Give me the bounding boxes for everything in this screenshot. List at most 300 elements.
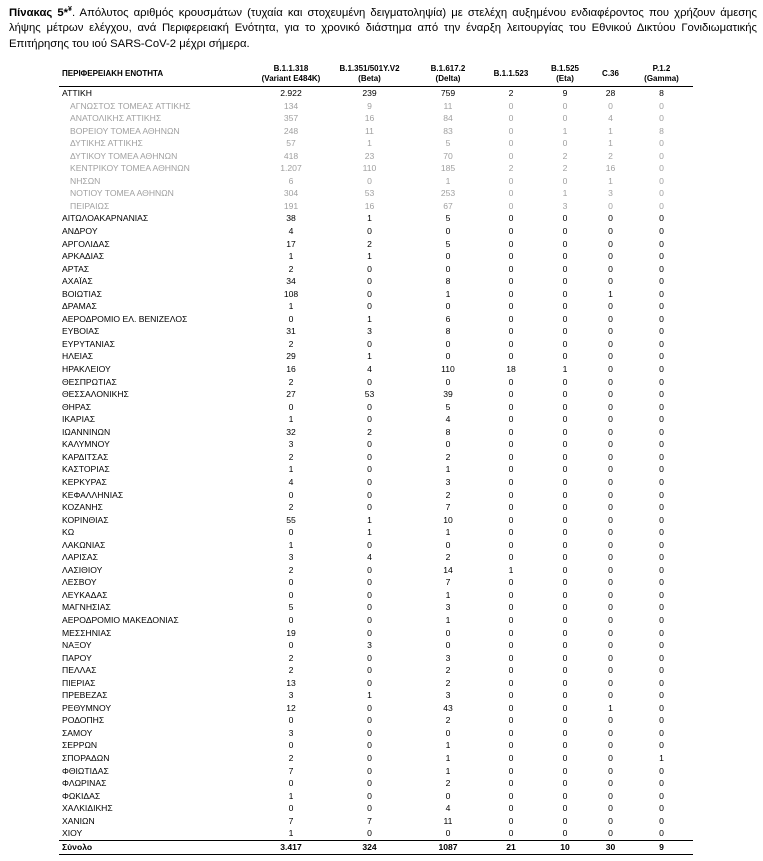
count-cell: 0: [659, 376, 664, 387]
count-cell: 0: [367, 602, 372, 613]
count-cell: 4: [445, 414, 451, 425]
count-cell: 0: [445, 539, 451, 550]
count-cell: 0: [562, 614, 568, 625]
count-cell: 0: [659, 338, 664, 349]
count-cell: 0: [508, 313, 514, 324]
count-cell: 0: [562, 640, 568, 651]
table-row: [59, 338, 693, 351]
table-row: [59, 702, 693, 715]
count-cell: 0: [367, 301, 372, 312]
table-row: [59, 401, 693, 414]
count-cell: 1: [608, 125, 613, 136]
table-row: [59, 627, 693, 640]
column-header-label: B.1.351/501Y.V2: [339, 63, 400, 73]
region-name-cell: ΛΕΥΚΑΔΑΣ: [62, 589, 108, 600]
count-cell: 0: [608, 665, 613, 676]
count-cell: 0: [608, 263, 613, 274]
count-cell: 0: [562, 175, 568, 186]
count-cell: 0: [608, 414, 613, 425]
region-name-cell: ΡΟΔΟΠΗΣ: [62, 715, 105, 726]
count-cell: 0: [659, 213, 664, 224]
count-cell: 0: [445, 640, 451, 651]
caption-mark: ¥: [68, 6, 72, 13]
count-cell: 324: [326, 840, 413, 854]
count-cell: 2: [445, 677, 451, 688]
region-name-cell: ΘΕΣΠΡΩΤΙΑΣ: [62, 376, 117, 387]
count-cell: 34: [286, 276, 296, 287]
count-cell: 17: [286, 238, 296, 249]
count-cell: 3: [445, 602, 451, 613]
count-cell: 16: [364, 200, 375, 211]
table-row: [59, 714, 693, 727]
count-cell: 0: [367, 338, 372, 349]
count-cell: 0: [608, 476, 613, 487]
count-cell: 30: [591, 840, 630, 854]
count-cell: 0: [288, 489, 294, 500]
table-row: [59, 238, 693, 251]
region-name-cell: ΕΥΒΟΙΑΣ: [62, 326, 100, 337]
count-cell: 0: [608, 338, 613, 349]
count-cell: 0: [508, 125, 514, 136]
table-row: [59, 250, 693, 263]
count-cell: 0: [608, 276, 613, 287]
count-cell: 134: [283, 100, 299, 111]
count-cell: 0: [508, 226, 514, 237]
count-cell: 2: [562, 163, 568, 174]
count-cell: 0: [445, 376, 451, 387]
count-cell: 0: [608, 401, 613, 412]
count-cell: 1087: [413, 840, 483, 854]
table-row: [59, 501, 693, 514]
table-row: [59, 426, 693, 439]
header-row: [59, 62, 693, 87]
count-cell: 2: [445, 489, 451, 500]
table-row: [59, 350, 693, 363]
count-cell: 0: [608, 602, 613, 613]
count-cell: 0: [562, 338, 568, 349]
count-cell: 1: [445, 288, 451, 299]
count-cell: 2: [288, 338, 294, 349]
count-cell: 0: [608, 765, 613, 776]
count-cell: 0: [562, 828, 568, 839]
count-cell: 2: [367, 238, 372, 249]
count-cell: 0: [659, 577, 664, 588]
count-cell: 0: [367, 652, 372, 663]
count-cell: 0: [288, 614, 294, 625]
count-cell: 2: [445, 451, 451, 462]
region-name-cell: ΠΡΕΒΕΖΑΣ: [62, 690, 108, 701]
count-cell: 4: [445, 803, 451, 814]
count-cell: 9: [562, 88, 568, 98]
count-cell: 5: [445, 401, 451, 412]
count-cell: 2: [288, 665, 294, 676]
count-cell: 0: [367, 451, 372, 462]
count-cell: 0: [659, 690, 664, 701]
count-cell: 0: [508, 263, 514, 274]
region-name-cell: ΚΕΡΚΥΡΑΣ: [62, 476, 107, 487]
count-cell: 2: [508, 88, 514, 98]
count-cell: 0: [659, 702, 664, 713]
count-cell: 0: [508, 464, 514, 475]
count-cell: 0: [659, 414, 664, 425]
count-cell: 0: [367, 828, 372, 839]
count-cell: 0: [562, 263, 568, 274]
count-cell: 185: [440, 163, 456, 174]
count-cell: 0: [608, 640, 613, 651]
count-cell: 0: [608, 251, 613, 262]
count-cell: 0: [508, 803, 514, 814]
count-cell: 0: [508, 677, 514, 688]
region-name-cell: ΗΡΑΚΛΕΙΟΥ: [62, 364, 111, 375]
table-row: [59, 325, 693, 338]
count-cell: 0: [367, 752, 372, 763]
count-cell: 0: [288, 401, 294, 412]
count-cell: 0: [288, 527, 294, 538]
table-row: [59, 489, 693, 502]
count-cell: 0: [562, 389, 568, 400]
count-cell: 0: [288, 740, 294, 751]
count-cell: 0: [608, 564, 613, 575]
count-cell: 0: [659, 828, 664, 839]
count-cell: 0: [508, 301, 514, 312]
table-row: [59, 413, 693, 426]
column-header-label: P.1.2: [652, 63, 671, 73]
count-cell: 0: [562, 778, 568, 789]
table-body: [59, 87, 693, 855]
count-cell: 0: [562, 577, 568, 588]
count-cell: 29: [286, 351, 296, 362]
count-cell: 0: [367, 288, 372, 299]
count-cell: 0: [288, 589, 294, 600]
region-name-cell: ΚΕΦΑΛΛΗΝΙΑΣ: [62, 489, 124, 500]
count-cell: 0: [659, 464, 664, 475]
region-name-cell: ΚΑΡΔΙΤΣΑΣ: [62, 451, 109, 462]
count-cell: 0: [659, 527, 664, 538]
count-cell: 1: [288, 251, 294, 262]
count-cell: 0: [562, 627, 568, 638]
count-cell: 10: [443, 514, 453, 525]
count-cell: 0: [508, 476, 514, 487]
count-cell: 0: [659, 301, 664, 312]
count-cell: 0: [608, 652, 613, 663]
count-cell: 0: [562, 665, 568, 676]
region-name-cell: ΔΥΤΙΚΟΥ ΤΟΜΕΑ ΑΘΗΝΩΝ: [70, 150, 178, 161]
count-cell: 1: [445, 464, 451, 475]
count-cell: 0: [508, 828, 514, 839]
count-cell: 0: [562, 426, 568, 437]
count-cell: 1: [367, 251, 372, 262]
count-cell: 0: [508, 589, 514, 600]
count-cell: 0: [508, 514, 514, 525]
count-cell: 0: [508, 288, 514, 299]
count-cell: 0: [608, 614, 613, 625]
count-cell: 11: [443, 100, 453, 111]
count-cell: 2: [608, 150, 613, 161]
count-cell: 0: [608, 213, 613, 224]
table-row: [59, 614, 693, 627]
count-cell: 2: [288, 451, 294, 462]
count-cell: 0: [608, 489, 613, 500]
count-cell: 1: [288, 414, 294, 425]
region-name-cell: ΠΕΛΛΑΣ: [62, 665, 97, 676]
count-cell: 0: [508, 539, 514, 550]
count-cell: 0: [659, 476, 664, 487]
count-cell: 39: [443, 389, 453, 400]
region-name-cell: ΔΥΤΙΚΗΣ ΑΤΤΙΚΗΣ: [70, 138, 143, 149]
count-cell: 0: [508, 276, 514, 287]
count-cell: 7: [445, 577, 451, 588]
count-cell: 2: [445, 778, 451, 789]
count-cell: 0: [562, 602, 568, 613]
count-cell: 0: [508, 665, 514, 676]
count-cell: 0: [659, 614, 664, 625]
column-header-sublabel: (Delta): [435, 74, 461, 83]
region-name-cell: ΛΑΡΙΣΑΣ: [62, 552, 98, 563]
count-cell: 0: [659, 765, 664, 776]
count-cell: 0: [562, 552, 568, 563]
count-cell: 0: [445, 263, 451, 274]
count-cell: 0: [562, 301, 568, 312]
count-cell: 7: [367, 815, 372, 826]
region-name-cell: ΧΑΝΙΩΝ: [62, 815, 95, 826]
region-name-cell: ΑΤΤΙΚΗ: [62, 88, 92, 98]
count-cell: 0: [608, 627, 613, 638]
count-cell: 10: [539, 840, 591, 854]
count-cell: 3.417: [256, 840, 326, 854]
table-header: [59, 62, 693, 87]
count-cell: 3: [288, 727, 294, 738]
count-cell: 11: [365, 125, 374, 136]
count-cell: 2: [508, 163, 514, 174]
count-cell: 0: [562, 326, 568, 337]
count-cell: 2: [562, 150, 568, 161]
count-cell: 7: [288, 815, 294, 826]
count-cell: 0: [367, 489, 372, 500]
region-name-cell: ΛΑΣΙΘΙΟΥ: [62, 564, 103, 575]
region-name-cell: ΠΑΡΟΥ: [62, 652, 92, 663]
column-header-label: C.36: [602, 68, 619, 78]
region-name-cell: ΑΓΝΩΣΤΟΣ ΤΟΜΕΑΣ ΑΤΤΙΚΗΣ: [70, 100, 191, 111]
count-cell: 0: [659, 627, 664, 638]
region-name-cell: ΘΗΡΑΣ: [62, 401, 92, 412]
count-cell: 0: [367, 226, 372, 237]
count-cell: 2: [445, 665, 451, 676]
count-cell: 43: [443, 702, 453, 713]
count-cell: 0: [508, 614, 514, 625]
count-cell: 2: [288, 502, 294, 513]
count-cell: 5: [445, 213, 451, 224]
count-cell: 0: [508, 690, 514, 701]
count-cell: 0: [562, 100, 568, 111]
count-cell: 0: [367, 727, 372, 738]
count-cell: 12: [286, 702, 296, 713]
count-cell: 0: [608, 828, 613, 839]
count-cell: 53: [364, 389, 375, 400]
count-cell: 0: [562, 376, 568, 387]
table-row: [59, 87, 693, 100]
count-cell: 0: [608, 715, 613, 726]
count-cell: 0: [562, 740, 568, 751]
count-cell: 16: [364, 113, 375, 124]
count-cell: 0: [562, 476, 568, 487]
table-row: [59, 388, 693, 401]
count-cell: 1: [562, 125, 568, 136]
count-cell: 0: [659, 326, 664, 337]
count-cell: 0: [508, 414, 514, 425]
count-cell: 0: [445, 727, 451, 738]
region-name-cell: ΛΑΚΩΝΙΑΣ: [62, 539, 106, 550]
count-cell: 7: [288, 765, 294, 776]
count-cell: 0: [659, 451, 664, 462]
region-name-cell: ΒΟΡΕΙΟΥ ΤΟΜΕΑ ΑΘΗΝΩΝ: [70, 125, 180, 136]
count-cell: 0: [562, 677, 568, 688]
table-row: [59, 765, 693, 778]
count-cell: 0: [608, 100, 613, 111]
count-cell: 1: [445, 740, 451, 751]
count-cell: 0: [659, 677, 664, 688]
count-cell: 248: [283, 125, 299, 136]
count-cell: 32: [286, 426, 296, 437]
count-cell: 0: [508, 640, 514, 651]
count-cell: 0: [659, 276, 664, 287]
count-cell: 0: [562, 514, 568, 525]
region-name-cell: ΗΛΕΙΑΣ: [62, 351, 94, 362]
count-cell: 0: [562, 138, 568, 149]
count-cell: 1: [367, 213, 372, 224]
column-header: [483, 62, 539, 87]
count-cell: 70: [443, 150, 453, 161]
count-cell: 0: [562, 502, 568, 513]
count-cell: 0: [562, 803, 568, 814]
region-name-cell: ΚΕΝΤΡΙΚΟΥ ΤΟΜΕΑ ΑΘΗΝΩΝ: [70, 163, 190, 174]
count-cell: 3: [608, 188, 613, 199]
count-cell: 0: [608, 778, 613, 789]
count-cell: 0: [508, 251, 514, 262]
count-cell: 0: [508, 778, 514, 789]
count-cell: 0: [659, 803, 664, 814]
count-cell: 1: [508, 564, 514, 575]
count-cell: 4: [288, 476, 294, 487]
region-name-cell: ΡΕΘΥΜΝΟΥ: [62, 702, 112, 713]
count-cell: 0: [445, 251, 451, 262]
count-cell: 0: [367, 702, 372, 713]
count-cell: 0: [562, 564, 568, 575]
count-cell: 27: [286, 389, 296, 400]
count-cell: 0: [659, 251, 664, 262]
count-cell: 0: [608, 815, 613, 826]
count-cell: 110: [362, 163, 377, 174]
table-row: [59, 225, 693, 238]
count-cell: 0: [367, 627, 372, 638]
count-cell: 0: [659, 200, 664, 211]
region-name-cell: ΑΙΤΩΛΟΑΚΑΡΝΑΝΙΑΣ: [62, 213, 149, 224]
count-cell: 759: [440, 88, 456, 98]
count-cell: 0: [562, 439, 568, 450]
count-cell: 0: [659, 163, 664, 174]
total-row: [59, 840, 693, 854]
count-cell: 1: [608, 288, 613, 299]
count-cell: 0: [608, 376, 613, 387]
count-cell: 0: [659, 665, 664, 676]
count-cell: 1: [367, 690, 372, 701]
count-cell: 0: [445, 351, 451, 362]
count-cell: 0: [659, 652, 664, 663]
count-cell: 0: [562, 752, 568, 763]
count-cell: 0: [608, 740, 613, 751]
count-cell: 3: [288, 690, 294, 701]
subregion-row: [59, 100, 693, 113]
count-cell: 0: [659, 539, 664, 550]
count-cell: 0: [445, 439, 451, 450]
count-cell: 2: [288, 263, 294, 274]
count-cell: 0: [367, 376, 372, 387]
count-cell: 1: [562, 188, 568, 199]
count-cell: 0: [508, 740, 514, 751]
count-cell: 8: [445, 276, 451, 287]
count-cell: 0: [288, 803, 294, 814]
count-cell: 0: [562, 226, 568, 237]
column-header-sublabel: (Variant E484K): [261, 74, 321, 83]
count-cell: 3: [288, 439, 294, 450]
count-cell: 0: [562, 464, 568, 475]
table-row: [59, 451, 693, 464]
column-header-label: B.1.1.318: [273, 63, 309, 73]
count-cell: 0: [562, 238, 568, 249]
count-cell: 13: [286, 677, 296, 688]
count-cell: 53: [364, 188, 375, 199]
table-row: [59, 664, 693, 677]
caption-text: . Απόλυτος αριθμός κρουσμάτων (τυχαία και στοχευμένη δειγματοληψία) με στελέχη αυξημένου ενδιαφέροντος που χρήζουν άμεσης λήψης μέτρων ελέγχου, ανά Περιφερειακή Ενότητα, για το χρονικό διάστημα από την έναρξη λειτουργίας του Εθνικού Δικτύου Γονιδιωματικής Επιτήρησης του ιού SARS-CoV-2 μέχρι σήμερα.: [9, 6, 757, 50]
region-name-cell: ΒΟΙΩΤΙΑΣ: [62, 288, 102, 299]
count-cell: 0: [508, 552, 514, 563]
count-cell: 0: [288, 313, 294, 324]
count-cell: 2: [288, 564, 294, 575]
column-header-label: ΠΕΡΙΦΕΡΕΙΑΚΗ ΕΝΟΤΗΤΑ: [62, 68, 164, 78]
count-cell: 0: [659, 790, 664, 801]
count-cell: 1: [608, 702, 613, 713]
count-cell: 357: [283, 113, 299, 124]
region-name-cell: ΚΟΖΑΝΗΣ: [62, 502, 103, 513]
count-cell: 0: [367, 765, 372, 776]
count-cell: 0: [608, 727, 613, 738]
count-cell: 0: [659, 727, 664, 738]
table-row: [59, 313, 693, 326]
count-cell: 0: [508, 489, 514, 500]
count-cell: 83: [443, 125, 453, 136]
count-cell: 0: [659, 263, 664, 274]
count-cell: 0: [562, 715, 568, 726]
count-cell: 0: [562, 351, 568, 362]
table-row: [59, 802, 693, 815]
count-cell: 0: [659, 778, 664, 789]
count-cell: 0: [562, 451, 568, 462]
count-cell: 0: [367, 464, 372, 475]
count-cell: 4: [367, 364, 372, 375]
count-cell: 0: [659, 188, 664, 199]
count-cell: 3: [445, 476, 451, 487]
count-cell: 0: [608, 690, 613, 701]
table-row: [59, 589, 693, 602]
count-cell: 8: [445, 326, 451, 337]
table-row: [59, 639, 693, 652]
count-cell: 3: [445, 652, 451, 663]
table-row: [59, 288, 693, 301]
count-cell: 31: [286, 326, 296, 337]
region-name-cell: ΕΥΡΥΤΑΝΙΑΣ: [62, 338, 115, 349]
count-cell: 0: [659, 389, 664, 400]
count-cell: 3: [288, 552, 294, 563]
count-cell: 0: [659, 226, 664, 237]
